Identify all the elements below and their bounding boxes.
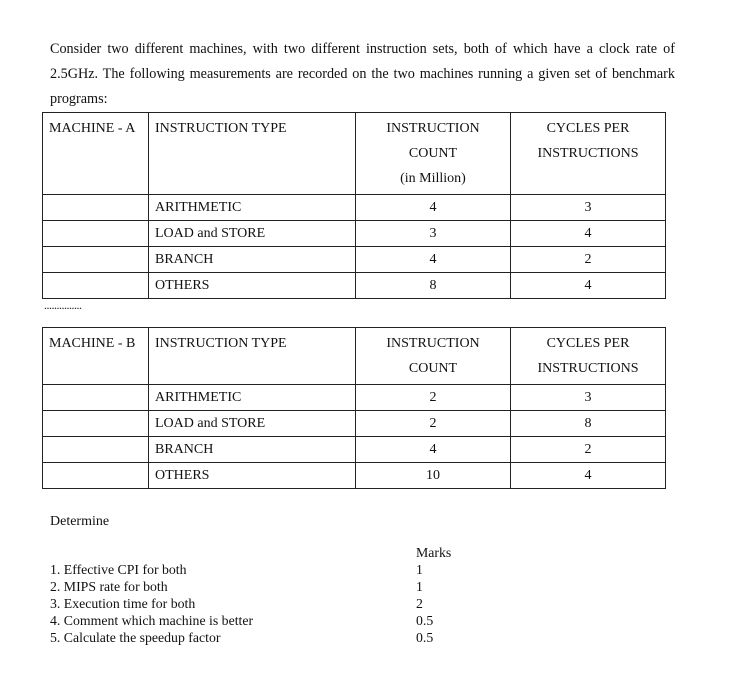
- empty-cell: [43, 221, 149, 247]
- instruction-type-cell: ARITHMETIC: [149, 195, 356, 221]
- instruction-type-cell: LOAD and STORE: [149, 221, 356, 247]
- marks-header: Marks: [416, 545, 452, 560]
- instruction-type-cell: LOAD and STORE: [149, 411, 356, 437]
- machine-b-table: [42, 327, 666, 489]
- empty-cell: [43, 411, 149, 437]
- mark-value: 0.5: [416, 630, 434, 645]
- machine-label: MACHINE - B: [43, 328, 149, 385]
- machine-a-table: [42, 112, 666, 299]
- table-row: [43, 411, 666, 437]
- cpi-cell: 4: [511, 221, 666, 247]
- question-item: 5. Calculate the speedup factor: [50, 630, 221, 645]
- instruction-count-header: INSTRUCTION COUNT: [356, 328, 511, 385]
- question-item: 3. Execution time for both: [50, 596, 196, 611]
- machine-b-rows: [43, 385, 666, 489]
- instruction-count-cell: 8: [356, 273, 511, 299]
- instruction-count-header: INSTRUCTION COUNT (in Million): [356, 113, 511, 195]
- instruction-type-cell: OTHERS: [149, 463, 356, 489]
- table-row: [43, 437, 666, 463]
- empty-cell: [43, 195, 149, 221]
- question-item: 1. Effective CPI for both: [50, 562, 187, 577]
- empty-cell: [43, 385, 149, 411]
- separator-dots: ...............: [44, 298, 82, 312]
- instruction-type-cell: ARITHMETIC: [149, 385, 356, 411]
- instruction-count-cell: 10: [356, 463, 511, 489]
- empty-cell: [43, 463, 149, 489]
- instruction-count-cell: 4: [356, 195, 511, 221]
- cpi-cell: 8: [511, 411, 666, 437]
- mark-value: 2: [416, 596, 423, 611]
- mark-value: 0.5: [416, 613, 434, 628]
- cpi-cell: 2: [511, 437, 666, 463]
- table-row: [43, 273, 666, 299]
- question-list: [50, 561, 253, 646]
- table-row: [43, 247, 666, 273]
- table-row: [43, 195, 666, 221]
- instruction-type-header: INSTRUCTION TYPE: [149, 113, 356, 195]
- machine-a-rows: [43, 195, 666, 299]
- question-item: 4. Comment which machine is better: [50, 613, 254, 628]
- instruction-count-cell: 4: [356, 437, 511, 463]
- determine-heading: Determine: [50, 514, 110, 529]
- intro-paragraph: Consider two different machines, with two different instruction sets, both of which have a clock rate of 2.5GHz. The following measurements are recorded on the two machines running a given set of benchmark programs:: [50, 41, 675, 108]
- instruction-count-cell: 2: [356, 385, 511, 411]
- instruction-type-cell: OTHERS: [149, 273, 356, 299]
- table-row: [43, 463, 666, 489]
- cpi-cell: 3: [511, 195, 666, 221]
- empty-cell: [43, 273, 149, 299]
- cpi-cell: 4: [511, 273, 666, 299]
- mark-value: 1: [416, 579, 423, 594]
- cpi-cell: 4: [511, 463, 666, 489]
- instruction-count-cell: 3: [356, 221, 511, 247]
- empty-cell: [43, 247, 149, 273]
- table-row: [43, 385, 666, 411]
- cpi-header: CYCLES PER INSTRUCTIONS: [511, 328, 666, 385]
- table-row: [43, 221, 666, 247]
- machine-label: MACHINE - A: [43, 113, 149, 195]
- cpi-cell: 3: [511, 385, 666, 411]
- instruction-type-header: INSTRUCTION TYPE: [149, 328, 356, 385]
- instruction-count-cell: 2: [356, 411, 511, 437]
- instruction-type-cell: BRANCH: [149, 437, 356, 463]
- empty-cell: [43, 437, 149, 463]
- instruction-type-cell: BRANCH: [149, 247, 356, 273]
- instruction-count-cell: 4: [356, 247, 511, 273]
- question-item: 2. MIPS rate for both: [50, 579, 168, 594]
- mark-value: 1: [416, 562, 423, 577]
- cpi-header: CYCLES PER INSTRUCTIONS: [511, 113, 666, 195]
- marks-column: [416, 544, 451, 646]
- cpi-cell: 2: [511, 247, 666, 273]
